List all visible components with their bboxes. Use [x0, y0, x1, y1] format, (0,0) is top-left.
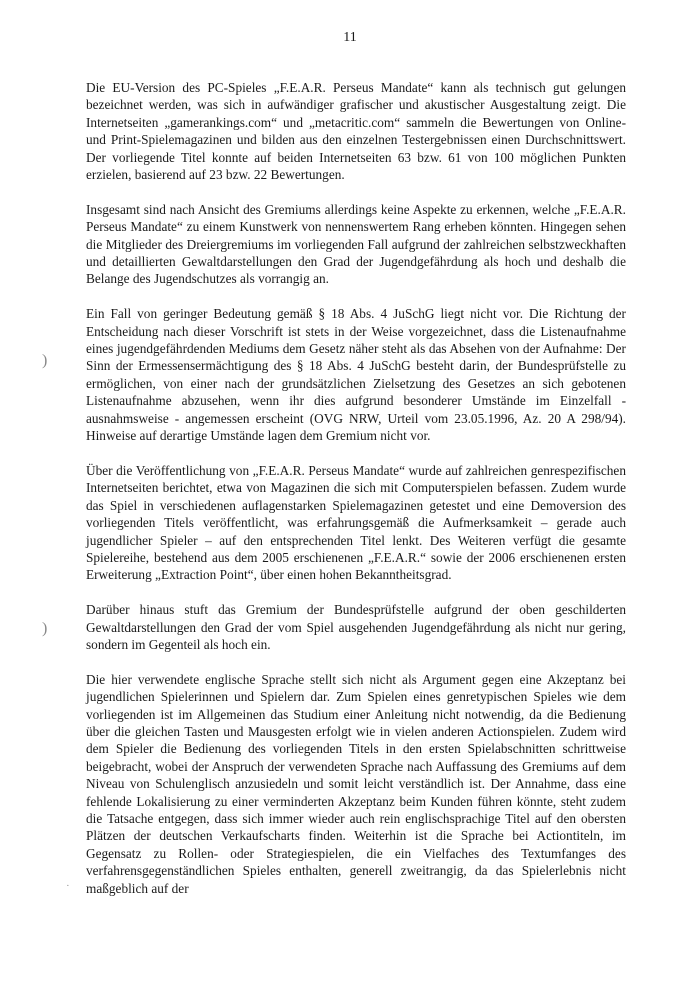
page-number: 11 [343, 30, 357, 45]
paragraph-language: Die hier verwendete englische Sprache stellt sich nicht als Argument gegen eine Akzeptanz bei jugendlichen Spielerinnen und Spielern dar. Zum Spielen eines genretypischen Spieles wie dem vorliegenden ist im Allgemeinen das Studium einer Anleitung nicht notwendig, da die Bedienung über die gleichen Tasten und Mausgesten erfolgt wie in vielen anderen Actionspielen. Zudem wird dem Spieler die Bedienung des vorliegenden Titels in den ersten Spielabschnitten schrittweise beigebracht, wobei der Anspruch der verwendeten Sprache nach Auffassung des Gremiums auf dem Niveau von Schulenglisch anzusiedeln und somit leicht verständlich ist. Der Annahme, dass eine fehlende Lokalisierung zu einer verminderten Akzeptanz beim Kunden führen könnte, steht zudem die Tatsache entgegen, dass sich immer wieder auch rein englischsprachige Titel auf den obersten Plätzen der deutschen Verkaufscharts finden. Weiterhin ist die Sprache bei Actiontiteln, im Gegensatz zu Rollen- oder Strategiespielen, die ein Vielfaches des Textumfanges des verfahrensgegenständlichen Spieles enthalten, generell zweitrangig, da das Spielerlebnis nicht maßgeblich auf der [86, 671, 626, 896]
punch-hole-mark: ) [42, 352, 48, 369]
paragraph-art-assessment: Insgesamt sind nach Ansicht des Gremiums allerdings keine Aspekte zu erkennen, welche „F.E.A.R. Perseus Mandate“ zu einem Kunstwerk von nennenswertem Rang erheben könnten. Hingegen sehen die Mitglieder des Dreiergremiums im vorliegenden Fall aufgrund der zahlreichen selbstzweckhaften und detaillierten Gewaltdarstellungen den Grad der Jugendgefährdung als hoch und deshalb die Belange des Jugendschutzes als vorrangig an. [86, 201, 626, 287]
paragraph-publicity: Über die Veröffentlichung von „F.E.A.R. Perseus Mandate“ wurde auf zahlreichen genrespezifischen Internetseiten berichtet, etwa von Magazinen die sich mit Computerspielen befassen. Zudem wurde das Spiel in verschiedenen auflagenstarken Spielemagazinen getestet und eine Demoversion des vorliegenden Titels veröffentlicht, was erfahrungsgemäß die Aufmerksamkeit – gerade auch jugendlicher Spieler – auf den entsprechenden Titel lenkt. Des Weiteren verfügt die gesamte Spielereihe, bestehend aus dem 2005 erschienenen „F.E.A.R.“ sowie der 2006 erschienenen ersten Erweiterung „Extraction Point“, über einen hohen Bekanntheitsgrad. [86, 462, 626, 583]
margin-dot: · [66, 880, 70, 892]
document-body [86, 79, 626, 914]
paragraph-rating: Die EU-Version des PC-Spieles „F.E.A.R. Perseus Mandate“ kann als technisch gut gelungen bezeichnet werden, was sich in aufwändiger grafischer und akustischer Ausgestaltung zeigt. Die Internetseiten „gamerankings.com“ und „metacritic.com“ sammeln die Bewertungen von Online- und Print-Spielemagazinen und bilden aus den einzelnen Testergebnissen einen Durchschnittswert. Der vorliegende Titel konnte auf beiden Internetseiten 63 bzw. 61 von 100 möglichen Punkten erzielen, basierend auf 23 bzw. 22 Bewertungen. [86, 80, 626, 183]
paragraph-endangerment-level: Darüber hinaus stuft das Gremium der Bundesprüfstelle aufgrund der oben geschilderten Gewaltdarstellungen den Grad der vom Spiel ausgehenden Jugendgefährdung als nicht nur gering, sondern im Gegenteil als hoch ein. [86, 602, 626, 652]
punch-hole-mark: ) [42, 620, 48, 637]
paragraph-minor-significance: Ein Fall von geringer Bedeutung gemäß § 18 Abs. 4 JuSchG liegt nicht vor. Die Richtung der Entscheidung nach dieser Vorschrift ist stets in der Weise vorgezeichnet, dass die Listenaufnahme eines jugendgefährdenden Mediums dem Gesetz näher steht als das Absehen von der Aufnahme: Der Sinn der Ermessensermächtigung des § 18 Abs. 4 JuSchG besteht darin, der Bundesprüfstelle zu ermöglichen, von einer nach der grundsätzlichen Zielsetzung des Gesetzes an sich gebotenen Listenaufnahme abzusehen, wenn ihr dies aufgrund besonderer Umstände im Einzelfall - ausnahmsweise - angemessen erscheint (OVG NRW, Urteil vom 23.05.1996, Az. 20 A 298/94). Hinweise auf derartige Umstände lagen dem Gremium nicht vor. [86, 306, 626, 444]
